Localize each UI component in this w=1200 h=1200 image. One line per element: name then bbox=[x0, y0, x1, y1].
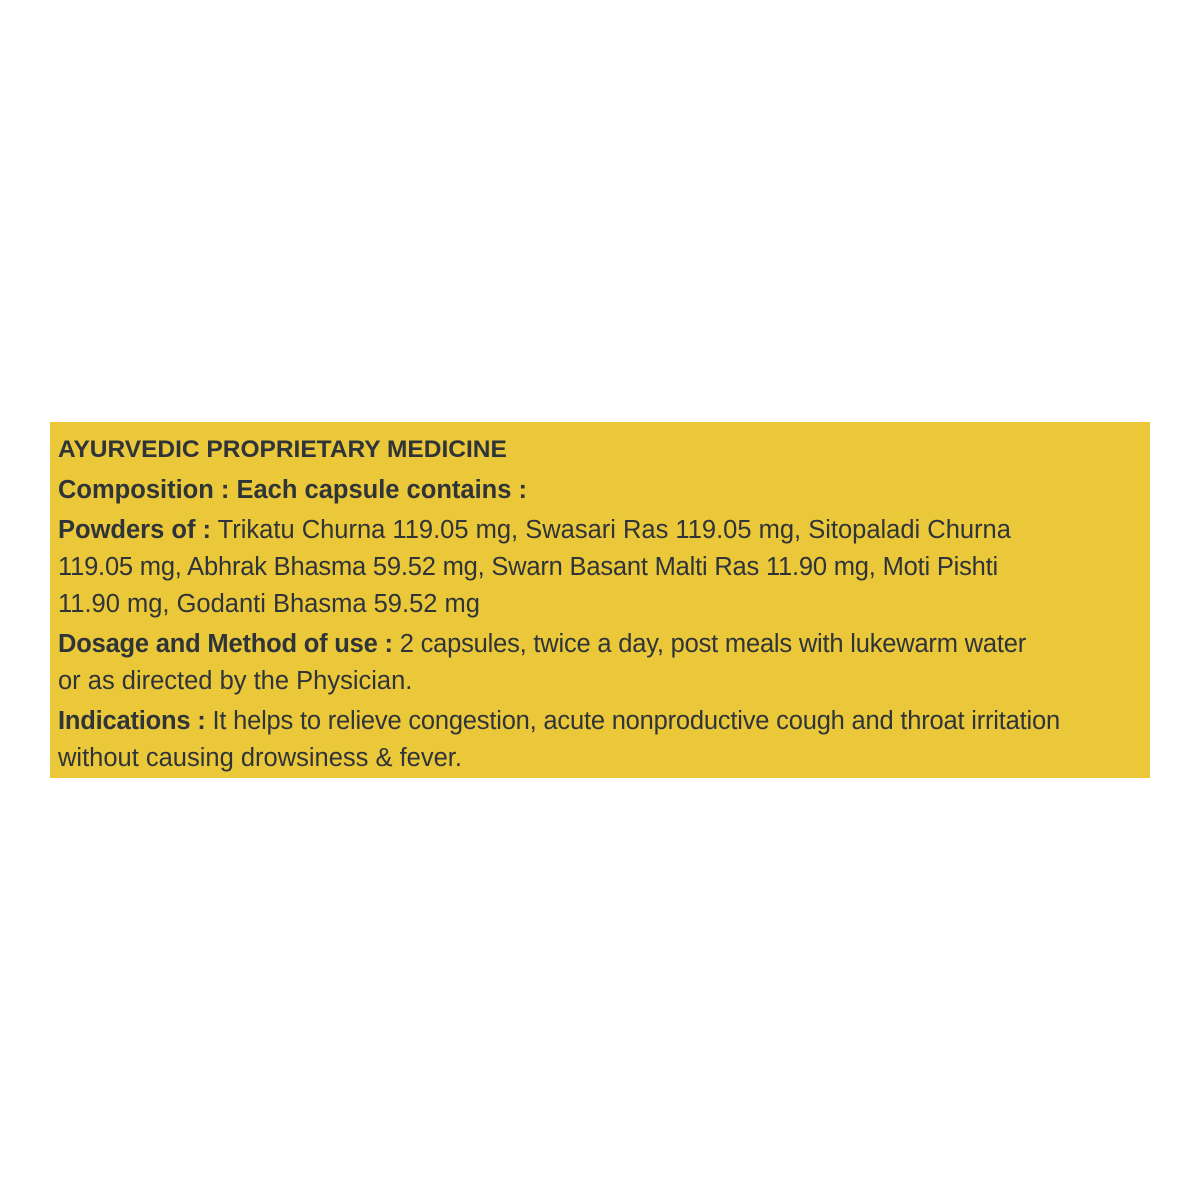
indications-text-1: It helps to relieve congestion, acute nonproductive cough and throat irritation bbox=[205, 707, 1060, 735]
indications-text-2: without causing drowsiness & fever. bbox=[58, 744, 462, 772]
medicine-label-panel bbox=[50, 422, 1150, 778]
indications-line-1 bbox=[58, 703, 1142, 740]
powders-lead: Powders of : bbox=[58, 516, 212, 544]
dosage-section bbox=[58, 626, 1142, 700]
label-heading: AYURVEDIC PROPRIETARY MEDICINE bbox=[58, 436, 507, 463]
dosage-text-1: 2 capsules, twice a day, post meals with lukewarm water bbox=[392, 630, 1027, 658]
dosage-lead: Dosage and Method of use : bbox=[58, 630, 393, 658]
dosage-text-2: or as directed by the Physician. bbox=[58, 667, 413, 695]
powders-text-1: Trikatu Churna 119.05 mg, Swasari Ras 119.05 mg, Sitopaladi Churna bbox=[211, 516, 1011, 544]
powders-text-2: 119.05 mg, Abhrak Bhasma 59.52 mg, Swarn Basant Malti Ras 11.90 mg, Moti Pishti bbox=[58, 553, 998, 581]
composition-heading: Composition : Each capsule contains : bbox=[58, 476, 527, 504]
indications-lead: Indications : bbox=[58, 707, 206, 735]
dosage-line-1 bbox=[58, 626, 1142, 663]
powders-text-3: 11.90 mg, Godanti Bhasma 59.52 mg bbox=[58, 590, 480, 618]
indications-section bbox=[58, 703, 1142, 777]
powders-section bbox=[58, 512, 1142, 623]
powders-line-1 bbox=[58, 512, 1142, 549]
